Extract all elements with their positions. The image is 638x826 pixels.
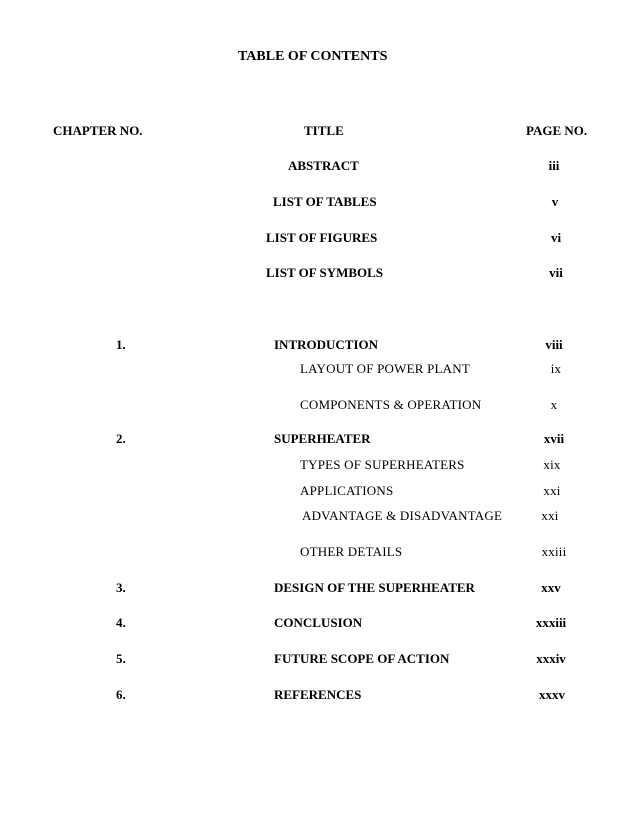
section-title: APPLICATIONS	[300, 483, 394, 498]
chapter-page: xxxv	[539, 687, 565, 702]
toc-page-list-of-tables: v	[551, 194, 559, 209]
chapter-number: 2.	[116, 431, 126, 446]
page-title: TABLE OF CONTENTS	[238, 49, 388, 64]
chapter-number: 3.	[116, 580, 126, 595]
chapter-title: CONCLUSION	[274, 615, 363, 630]
section-page: x	[550, 397, 558, 412]
toc-entry-list-of-tables: LIST OF TABLES	[273, 194, 377, 209]
section-title: OTHER DETAILS	[300, 544, 403, 559]
column-header-chapter: CHAPTER NO.	[53, 123, 143, 138]
toc-page-list-of-figures: vi	[550, 230, 562, 245]
toc-entry-list-of-symbols: LIST OF SYMBOLS	[266, 265, 384, 280]
toc-page-abstract: iii	[548, 158, 560, 173]
toc-page-list-of-symbols: vii	[549, 265, 563, 280]
column-header-title: TITLE	[304, 123, 344, 138]
chapter-page: xxxiv	[536, 651, 566, 666]
section-title: COMPONENTS & OPERATION	[300, 397, 482, 412]
section-title: LAYOUT OF POWER PLANT	[300, 361, 470, 376]
section-page: ix	[550, 361, 562, 376]
section-page: xix	[543, 457, 561, 472]
section-title: TYPES OF SUPERHEATERS	[300, 457, 465, 472]
chapter-title: INTRODUCTION	[274, 337, 379, 352]
section-page: xxiii	[541, 544, 567, 559]
section-page: xxi	[543, 483, 561, 498]
section-page: xxi	[541, 508, 559, 523]
chapter-title: SUPERHEATER	[274, 431, 371, 446]
toc-entry-abstract: ABSTRACT	[288, 158, 359, 173]
chapter-title: REFERENCES	[274, 687, 362, 702]
chapter-title: FUTURE SCOPE OF ACTION	[274, 651, 450, 666]
chapter-title: DESIGN OF THE SUPERHEATER	[274, 580, 475, 595]
chapter-number: 5.	[116, 651, 126, 666]
chapter-number: 1.	[116, 337, 126, 352]
chapter-page: xxxiii	[535, 615, 567, 630]
chapter-page: viii	[545, 337, 563, 352]
section-title: ADVANTAGE & DISADVANTAGE	[302, 508, 503, 523]
chapter-number: 6.	[116, 687, 126, 702]
toc-entry-list-of-figures: LIST OF FIGURES	[266, 230, 378, 245]
chapter-number: 4.	[116, 615, 126, 630]
chapter-page: xvii	[543, 431, 565, 446]
chapter-page: xxv	[541, 580, 561, 595]
column-header-page: PAGE NO.	[526, 123, 588, 138]
